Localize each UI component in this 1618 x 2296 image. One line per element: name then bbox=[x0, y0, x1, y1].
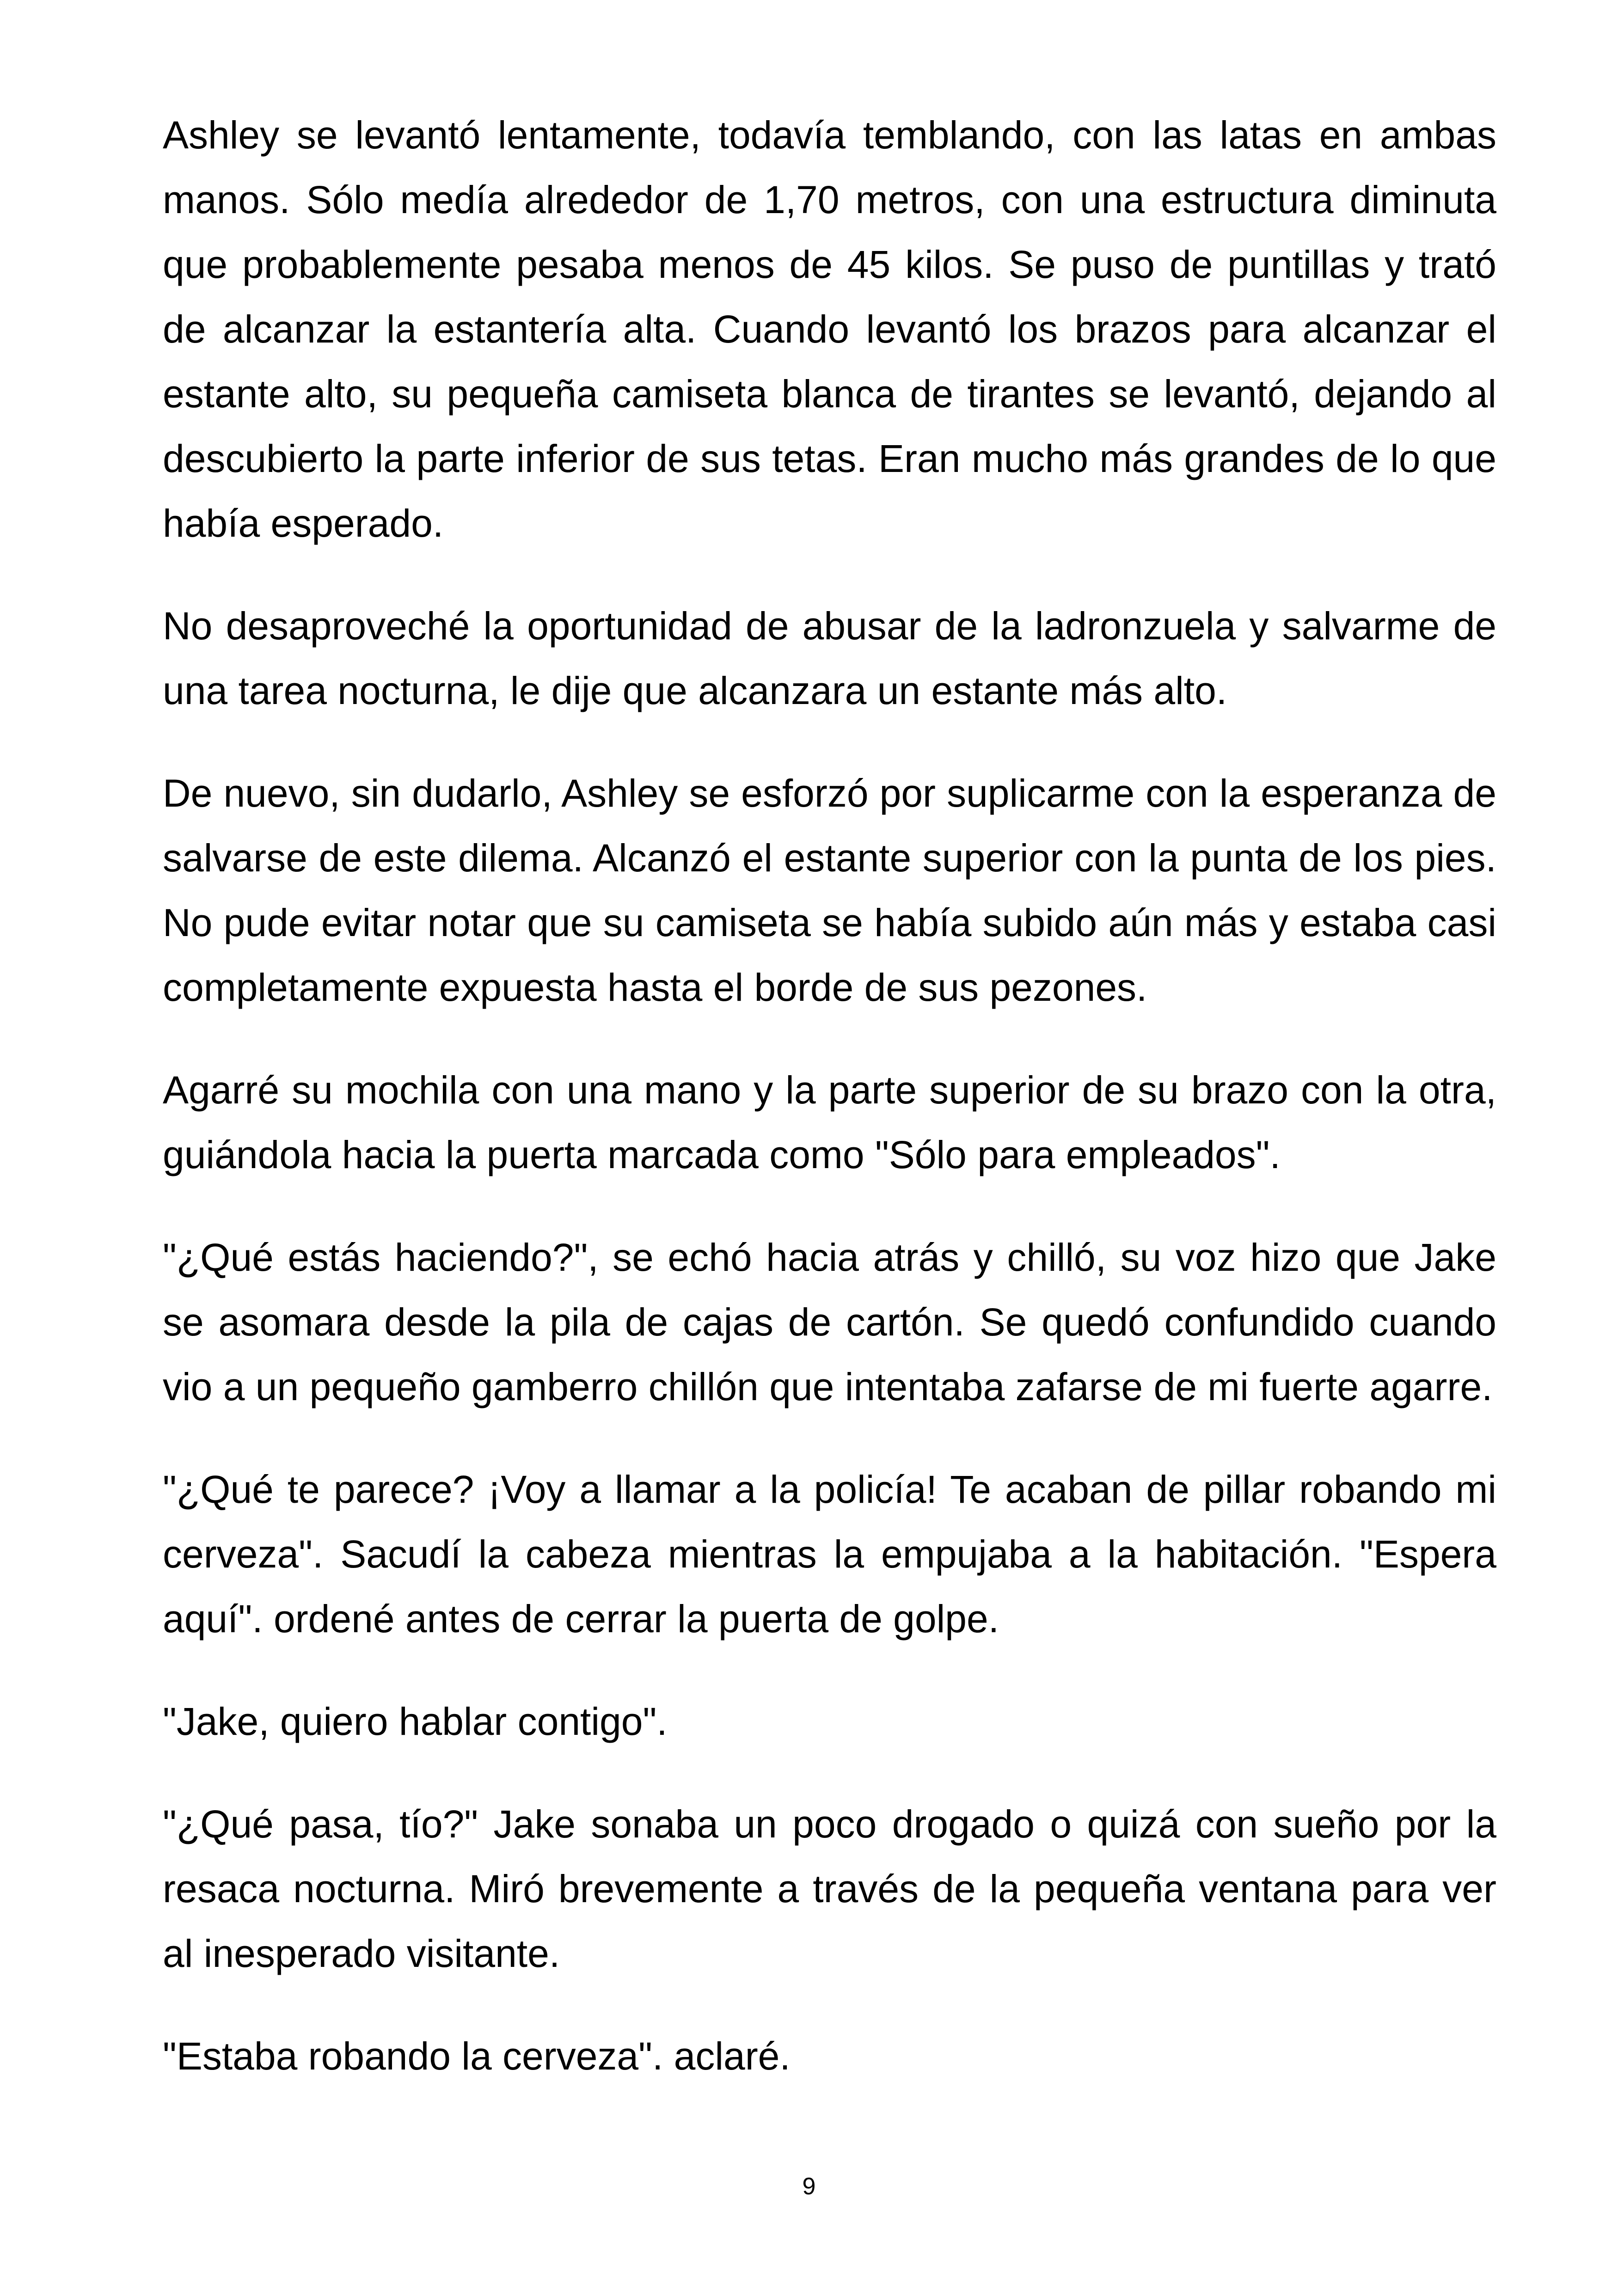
page-number: 9 bbox=[802, 2173, 816, 2200]
paragraph: "¿Qué estás haciendo?", se echó hacia atrás y chilló, su voz hizo que Jake se asomara desde la pila de cajas de cartón. Se quedó confundido cuando vio a un pequeño gamberro chillón que intentaba zafarse de mi fuerte agarre. bbox=[163, 1236, 1496, 1408]
paragraph: "¿Qué te parece? ¡Voy a llamar a la policía! Te acaban de pillar robando mi cerveza". Sacudí la cabeza mientras la empujaba a la habitación. "Espera aquí". ordené antes de cerrar la puerta de golpe. bbox=[163, 1468, 1496, 1641]
paragraph: "Jake, quiero hablar contigo". bbox=[163, 1700, 668, 1743]
body-text bbox=[163, 103, 1496, 2088]
paragraph: "Estaba robando la cerveza". aclaré. bbox=[163, 2034, 791, 2078]
paragraph: No desaproveché la oportunidad de abusar de la ladronzuela y salvarme de una tarea nocturna, le dije que alcanzara un estante más alto. bbox=[163, 604, 1496, 712]
paragraph: "¿Qué pasa, tío?" Jake sonaba un poco drogado o quizá con sueño por la resaca nocturna. Miró brevemente a través de la pequeña ventana para ver al inesperado visitante. bbox=[163, 1802, 1496, 1975]
paragraph: Agarré su mochila con una mano y la parte superior de su brazo con la otra, guiándola hacia la puerta marcada como "Sólo para empleados". bbox=[163, 1068, 1496, 1176]
paragraph: Ashley se levantó lentamente, todavía temblando, con las latas en ambas manos. Sólo medía alrededor de 1,70 metros, con una estructura diminuta que probablemente pesaba menos de 45 kilos. Se puso de puntillas y trató de alcanzar la estantería alta. Cuando levantó los brazos para alcanzar el estante alto, su pequeña camiseta blanca de tirantes se levantó, dejando al descubierto la parte inferior de sus tetas. Eran mucho más grandes de lo que había esperado. bbox=[163, 113, 1496, 545]
paragraph: De nuevo, sin dudarlo, Ashley se esforzó por suplicarme con la esperanza de salvarse de este dilema. Alcanzó el estante superior con la punta de los pies. No pude evitar notar que su camiseta se había subido aún más y estaba casi completamente expuesta hasta el borde de sus pezones. bbox=[163, 771, 1496, 1009]
